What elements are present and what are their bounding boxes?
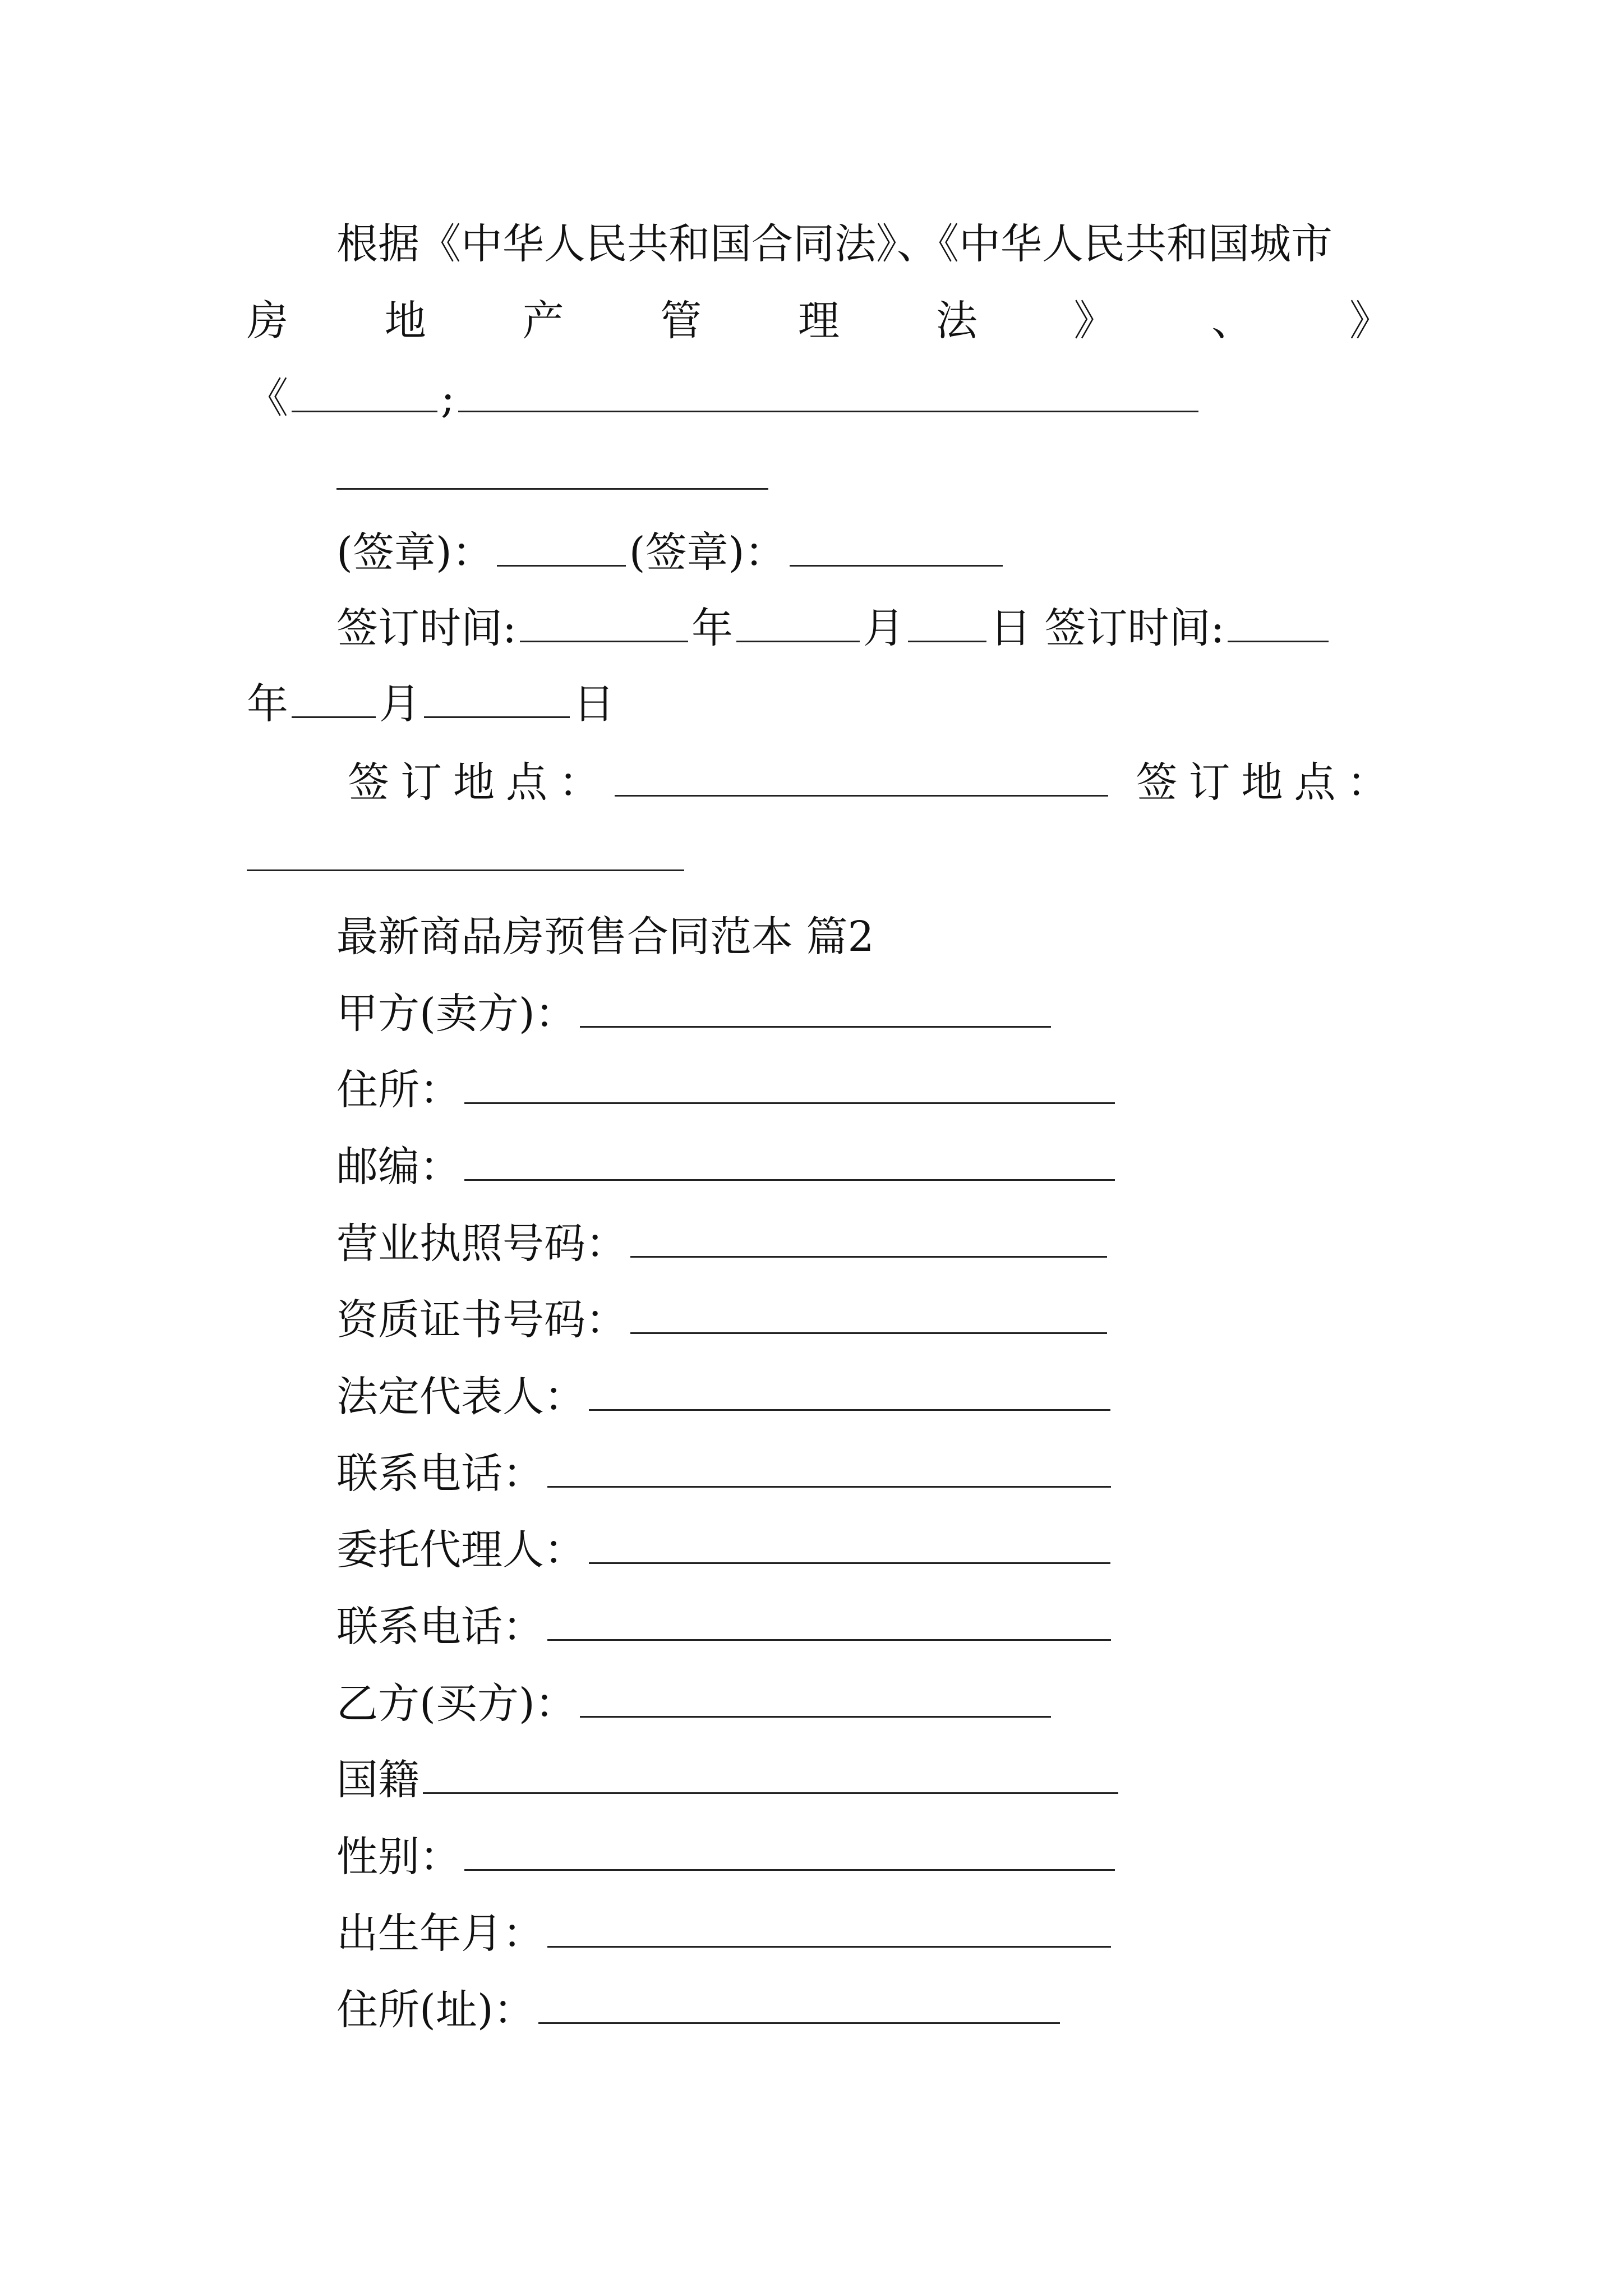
blank-year-a[interactable] bbox=[520, 606, 688, 642]
blank-day-a[interactable] bbox=[908, 606, 986, 642]
blank-nationality[interactable] bbox=[423, 1757, 1118, 1794]
field-label: 资质证书号码： bbox=[336, 1296, 627, 1344]
intro-char: 产 bbox=[522, 297, 564, 345]
month-label: 月 bbox=[379, 680, 421, 728]
signature-line bbox=[336, 524, 1006, 581]
field-legal-rep bbox=[336, 1369, 1114, 1425]
intro-char: 房 bbox=[247, 297, 288, 345]
date-label-b: 签订时间: bbox=[1044, 604, 1225, 652]
blank-qualification[interactable] bbox=[630, 1297, 1107, 1334]
field-phone-2 bbox=[336, 1599, 1114, 1655]
day-label: 日 bbox=[989, 604, 1031, 652]
sign-label-b: (签章)： bbox=[629, 528, 786, 577]
date-label-a: 签订时间: bbox=[336, 604, 517, 652]
separator: ; bbox=[441, 374, 455, 422]
field-buyer-address bbox=[336, 1982, 1063, 2038]
blank-month-b[interactable] bbox=[292, 682, 376, 718]
blank-year-b[interactable] bbox=[1228, 606, 1329, 642]
blank-postcode[interactable] bbox=[464, 1144, 1115, 1181]
intro-char: 地 bbox=[384, 297, 426, 345]
sign-label-a: (签章)： bbox=[336, 528, 494, 577]
blank-law-other[interactable] bbox=[458, 376, 1198, 412]
intro-line-2 bbox=[247, 293, 1391, 349]
field-business-license bbox=[336, 1216, 1110, 1272]
blank-phone-1[interactable] bbox=[547, 1451, 1111, 1488]
field-nationality bbox=[336, 1752, 1122, 1808]
field-seller-address bbox=[336, 1062, 1118, 1118]
field-label: 性别： bbox=[336, 1833, 461, 1881]
blank-buyer[interactable] bbox=[580, 1681, 1051, 1718]
blank-phone-2[interactable] bbox=[547, 1604, 1111, 1641]
place-label-a: 签订地点： bbox=[348, 758, 611, 807]
blank-day-b[interactable] bbox=[424, 682, 570, 718]
field-label: 法定代表人： bbox=[336, 1373, 585, 1421]
intro-char: 》 bbox=[1349, 297, 1391, 345]
field-label: 出生年月： bbox=[336, 1910, 544, 1958]
field-label: 邮编： bbox=[336, 1143, 461, 1191]
field-birth-date bbox=[336, 1906, 1114, 1962]
field-label: 国籍 bbox=[336, 1756, 419, 1804]
blank-sign-b[interactable] bbox=[790, 530, 1003, 567]
field-seller bbox=[336, 986, 1054, 1042]
blank-law-name[interactable] bbox=[292, 376, 437, 412]
place-line bbox=[348, 754, 1400, 811]
field-label: 乙方(买方)： bbox=[336, 1680, 577, 1728]
field-label: 委托代理人： bbox=[336, 1526, 585, 1574]
intro-char: 法 bbox=[935, 297, 978, 345]
blank-gender[interactable] bbox=[464, 1834, 1115, 1871]
field-label: 甲方(卖方)： bbox=[336, 990, 577, 1038]
section-title: 最新商品房预售合同范本 篇2 bbox=[336, 913, 874, 961]
blank-agent[interactable] bbox=[589, 1527, 1110, 1564]
blank-legal-rep[interactable] bbox=[589, 1374, 1110, 1411]
blank-seller-address[interactable] bbox=[464, 1068, 1115, 1104]
field-gender bbox=[336, 1829, 1118, 1885]
blank-birth-date[interactable] bbox=[547, 1911, 1111, 1948]
place-label-b: 签订地点： bbox=[1136, 758, 1400, 807]
blank-place-b[interactable] bbox=[247, 869, 684, 871]
field-agent bbox=[336, 1522, 1114, 1578]
year-label: 年 bbox=[247, 680, 288, 728]
field-label: 联系电话： bbox=[336, 1450, 544, 1498]
blank-buyer-address[interactable] bbox=[538, 1987, 1060, 2024]
intro-char: 理 bbox=[798, 297, 840, 345]
field-label: 营业执照号码： bbox=[336, 1220, 627, 1268]
day-label: 日 bbox=[573, 680, 615, 728]
field-qualification bbox=[336, 1292, 1110, 1348]
intro-char: 、 bbox=[1211, 297, 1253, 345]
month-label: 月 bbox=[863, 604, 905, 652]
blank-sign-a[interactable] bbox=[497, 530, 626, 567]
field-phone-1 bbox=[336, 1446, 1114, 1502]
year-label: 年 bbox=[691, 604, 733, 652]
intro-line-1: 根据《中华人民共和国合同法》、《中华人民共和国城市 bbox=[336, 220, 1332, 268]
field-label: 联系电话： bbox=[336, 1603, 544, 1651]
blank-place-a[interactable] bbox=[615, 760, 1108, 797]
blank-business-license[interactable] bbox=[630, 1221, 1107, 1258]
date-line-cont bbox=[247, 676, 615, 732]
intro-char: 管 bbox=[660, 297, 702, 345]
date-line bbox=[336, 600, 1332, 656]
field-buyer bbox=[336, 1676, 1054, 1732]
open-quote: 《 bbox=[247, 374, 288, 422]
field-label: 住所： bbox=[336, 1066, 461, 1114]
blank-month-a[interactable] bbox=[736, 606, 860, 642]
field-postcode bbox=[336, 1139, 1118, 1195]
intro-line-3 bbox=[247, 370, 1202, 426]
field-label: 住所(址)： bbox=[336, 1986, 535, 2034]
intro-char: 》 bbox=[1073, 297, 1115, 345]
blank-continuation[interactable] bbox=[336, 488, 768, 490]
blank-seller[interactable] bbox=[580, 991, 1051, 1028]
